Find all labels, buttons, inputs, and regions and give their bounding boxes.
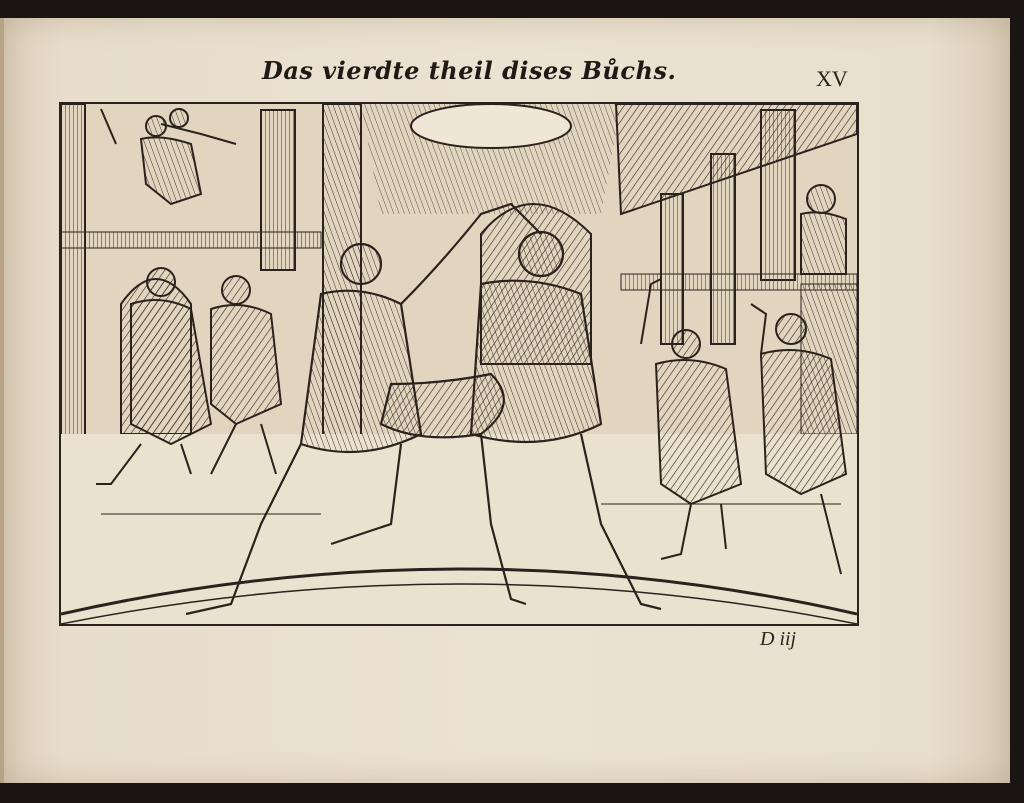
woodcut-illustration [59,102,859,626]
running-head: Das vierdte theil dises Bůchs. [262,56,677,85]
signature-mark: D iij [760,628,797,650]
page-bottom-shadow [0,783,1024,803]
woodcut-drawing [61,104,857,624]
folio-number: XV [816,66,848,91]
